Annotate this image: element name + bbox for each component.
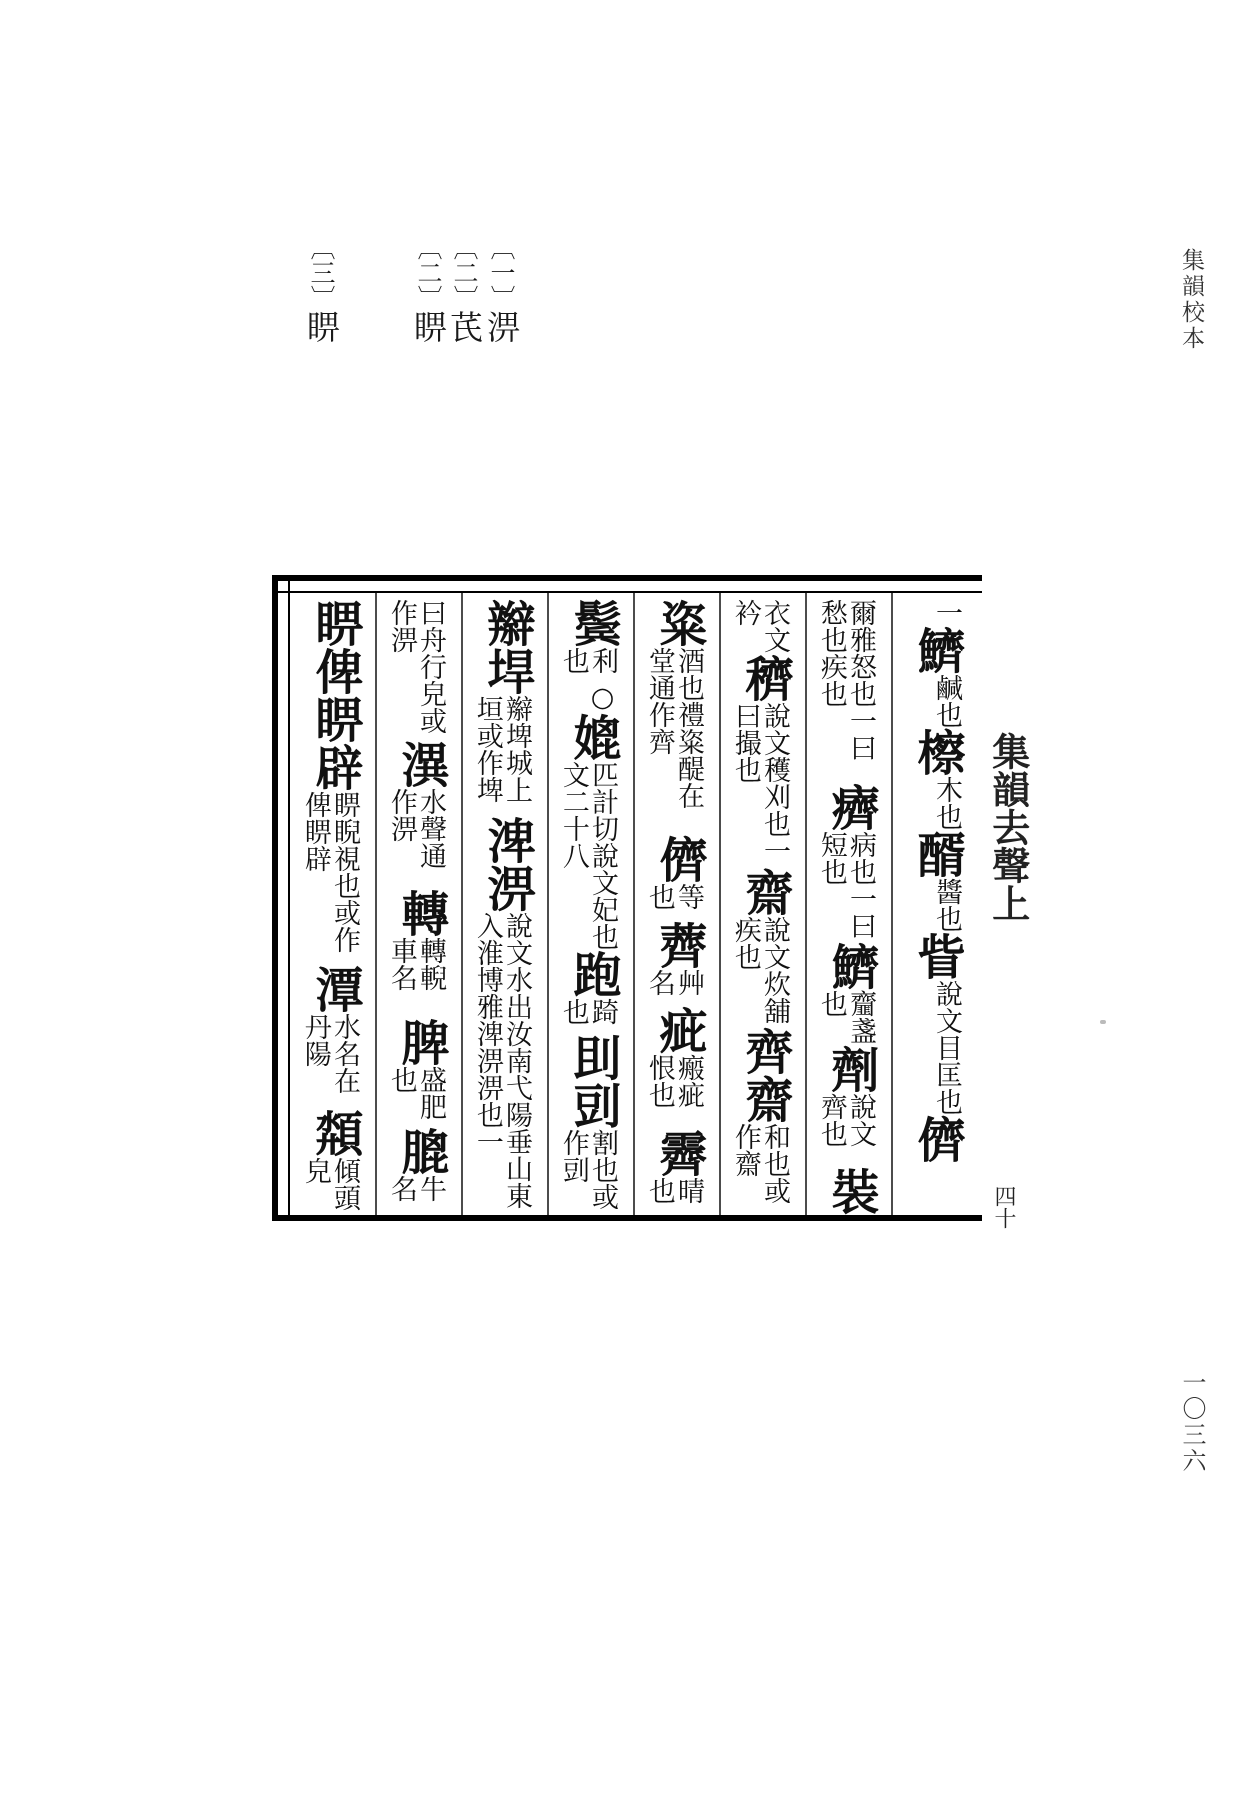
gloss: 爾雅怒也一曰愁也疾也 bbox=[815, 599, 876, 761]
collation-note-2 bbox=[445, 235, 484, 343]
running-title: 集韻去聲上 bbox=[985, 732, 1031, 922]
text-column-1 bbox=[909, 599, 965, 1163]
headword: 脾 bbox=[393, 1018, 449, 1067]
gloss: 說文齊也 bbox=[815, 1093, 876, 1148]
gloss: 衣文衿 bbox=[729, 599, 790, 653]
gloss: 說文水出汝南弋陽垂山東入淮博雅渒淠淠也一 bbox=[471, 912, 532, 1210]
headword: 粢 bbox=[651, 599, 707, 647]
collation-note-4 bbox=[302, 235, 341, 343]
text-column-6 bbox=[471, 599, 535, 1215]
gloss: 踦也 bbox=[557, 998, 618, 1026]
headword: 渒 bbox=[479, 816, 535, 865]
gloss: 等也 bbox=[643, 883, 704, 910]
note-char: 睤 bbox=[302, 310, 341, 343]
gloss: 說文目匡也 bbox=[931, 980, 962, 1115]
gloss: 睤睨視也或作俾睤辟 bbox=[299, 791, 360, 953]
note-number: 〔三〕 bbox=[307, 235, 336, 310]
headword: 辟 bbox=[307, 743, 363, 791]
headword: 儕 bbox=[909, 1115, 965, 1163]
headword: 睤 bbox=[307, 695, 363, 743]
headword: 潭 bbox=[307, 964, 363, 1013]
note-number: 〔二〕 bbox=[414, 235, 443, 310]
gloss: 一 bbox=[931, 599, 962, 626]
headword: 跑 bbox=[565, 950, 621, 999]
text-column-7 bbox=[385, 599, 449, 1215]
note-char: 淠 bbox=[482, 310, 521, 343]
text-block bbox=[272, 575, 982, 1221]
headword: 齊 bbox=[737, 1026, 793, 1075]
running-head: 集韻校本 bbox=[1178, 248, 1204, 352]
note-char: 芪 bbox=[445, 310, 484, 343]
gloss: 艸名 bbox=[643, 968, 704, 996]
text-column-5 bbox=[557, 599, 621, 1215]
headword: 齋 bbox=[737, 868, 793, 917]
headword: 剅 bbox=[565, 1080, 621, 1129]
headword: 穧 bbox=[737, 654, 793, 703]
gloss: 酒也禮粢醍在堂通作齊 bbox=[643, 647, 704, 809]
gloss: 晴也 bbox=[643, 1177, 704, 1205]
gloss: 轉輗車名 bbox=[385, 937, 446, 992]
gloss: 水名在丹陽 bbox=[299, 1012, 360, 1094]
note-number: 〔一〕 bbox=[487, 235, 516, 310]
headword: 鬓 bbox=[565, 599, 621, 647]
headword: 裝 bbox=[823, 1166, 879, 1215]
gloss: 說文炊舖疾也 bbox=[729, 916, 790, 1025]
headword: 眥 bbox=[909, 932, 965, 980]
headword: 媲 bbox=[565, 712, 621, 761]
column-rules bbox=[278, 581, 982, 1221]
gloss: 辮埤城上垣或作埤 bbox=[471, 695, 532, 803]
gloss: 和也或作齋 bbox=[729, 1122, 790, 1204]
text-column-8 bbox=[299, 599, 363, 1215]
gloss: 鹹也 bbox=[931, 674, 962, 728]
headword: 檫 bbox=[909, 728, 965, 776]
headword: 鱭 bbox=[823, 941, 879, 990]
gloss: 醬也 bbox=[931, 878, 962, 932]
headword: 霽 bbox=[651, 1129, 707, 1178]
gloss: 牛名 bbox=[385, 1174, 446, 1202]
headword: 俾 bbox=[307, 647, 363, 695]
gloss: 利也 bbox=[557, 647, 618, 674]
headword: 潩 bbox=[393, 740, 449, 789]
gloss: 傾頭皃 bbox=[299, 1157, 360, 1212]
leaf-number: 四十 bbox=[991, 1185, 1016, 1229]
headword: 癠 bbox=[823, 783, 879, 832]
headword: 儕 bbox=[651, 835, 707, 883]
headword: 轉 bbox=[393, 889, 449, 938]
text-column-3 bbox=[729, 599, 793, 1215]
headword: 疵 bbox=[651, 1006, 707, 1055]
collation-note-1 bbox=[482, 235, 521, 343]
gloss: 齏盞也 bbox=[815, 989, 876, 1044]
rhyme-marker: ○ bbox=[587, 681, 618, 713]
headword: 鱭 bbox=[909, 626, 965, 674]
headword: 膍 bbox=[393, 1126, 449, 1175]
headword: 頮 bbox=[307, 1109, 363, 1158]
gloss: 病也一曰短也 bbox=[815, 831, 876, 940]
headword: 垾 bbox=[479, 647, 535, 695]
gloss: 木也 bbox=[931, 776, 962, 830]
paper-speck bbox=[1100, 1020, 1106, 1024]
collation-note-3 bbox=[409, 235, 448, 343]
headword: 睤 bbox=[307, 599, 363, 647]
headword: 醑 bbox=[909, 830, 965, 878]
headword: 劑 bbox=[823, 1045, 879, 1094]
headword: 齋 bbox=[737, 1074, 793, 1123]
gloss: 瘢疵恨也 bbox=[643, 1054, 704, 1109]
note-number: 〔二〕 bbox=[450, 235, 479, 310]
gloss: 說文穫刈也一曰撮也 bbox=[729, 702, 790, 865]
gloss: 曰舟行皃或作淠 bbox=[385, 599, 446, 734]
gloss: 匹計切說文妃也文二十八 bbox=[557, 760, 618, 950]
gloss: 盛肥也 bbox=[385, 1066, 446, 1121]
headword: 淠 bbox=[479, 864, 535, 913]
text-column-4 bbox=[643, 599, 707, 1215]
headword: 薺 bbox=[651, 920, 707, 969]
text-column-2 bbox=[815, 599, 879, 1215]
headword: 刞 bbox=[565, 1032, 621, 1081]
gloss: 水聲通作淠 bbox=[385, 788, 446, 870]
gloss: 割也或作剅 bbox=[557, 1128, 618, 1210]
headword: 辮 bbox=[479, 599, 535, 647]
note-char: 睤 bbox=[409, 310, 448, 343]
page-number: 一〇三六 bbox=[1178, 1370, 1206, 1474]
